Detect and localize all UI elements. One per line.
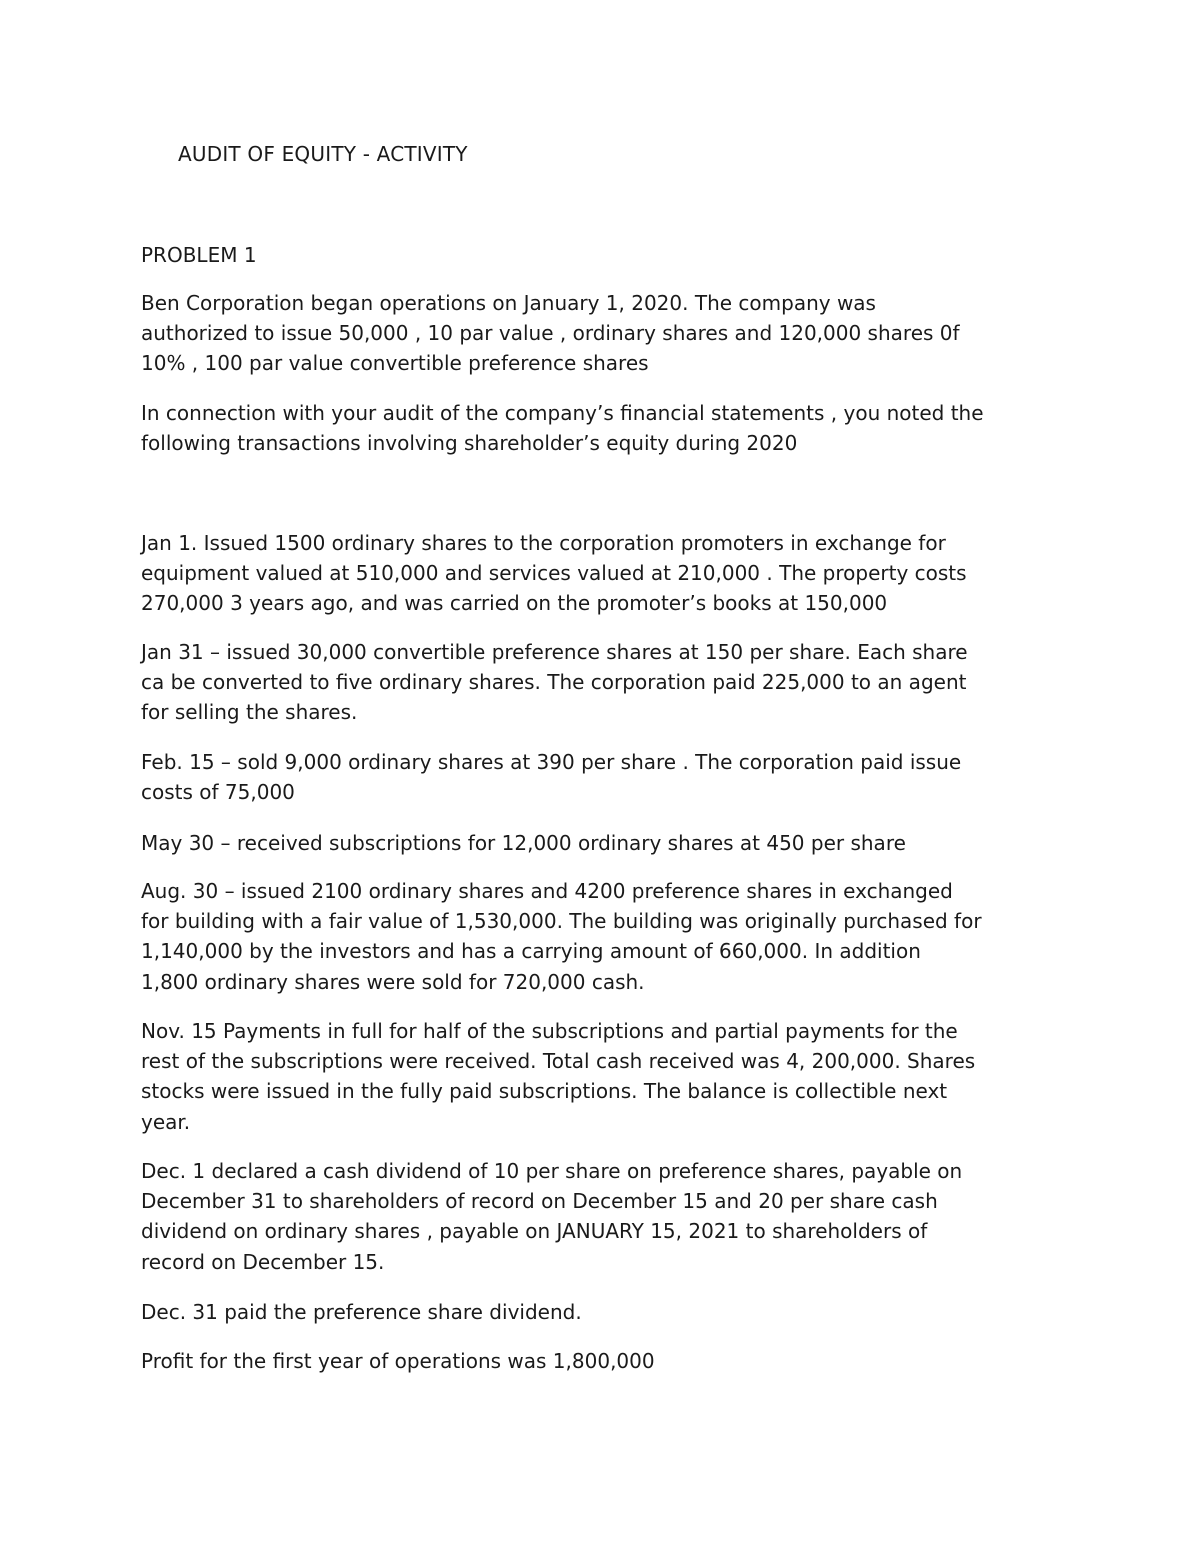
transaction-dec-31 [141, 1297, 1071, 1327]
text-line: Jan 31 – issued 30,000 convertible preference shares at 150 per share. Each share [141, 640, 968, 664]
text-line: In connection with your audit of the company’s financial statements , you noted the [141, 401, 984, 425]
text-line: for building with a fair value of 1,530,000. The building was originally purchased for [141, 909, 982, 934]
text-line: Jan 1. Issued 1500 ordinary shares to the corporation promoters in exchange for [141, 531, 946, 555]
text-line: authorized to issue 50,000 , 10 par value , ordinary shares and 120,000 shares 0f [141, 321, 960, 346]
intro-paragraph [141, 288, 1071, 379]
text-line: Feb. 15 – sold 9,000 ordinary shares at 390 per share . The corporation paid issue [141, 750, 962, 774]
text-line: December 31 to shareholders of record on December 15 and 20 per share cash [141, 1189, 938, 1214]
transaction-jan-31 [141, 637, 1071, 728]
transaction-may-30 [141, 828, 1071, 858]
transaction-feb-15 [141, 747, 1071, 807]
text-line: May 30 – received subscriptions for 12,000 ordinary shares at 450 per share [141, 831, 906, 855]
text-line: year. [141, 1109, 191, 1134]
text-line: Dec. 1 declared a cash dividend of 10 per share on preference shares, payable on [141, 1159, 963, 1183]
document-title: AUDIT OF EQUITY - ACTIVITY [178, 142, 468, 166]
text-line: Dec. 31 paid the preference share dividend. [141, 1300, 582, 1324]
text-line: equipment valued at 510,000 and services valued at 210,000 . The property costs [141, 561, 967, 586]
text-line: 10% , 100 par value convertible preference shares [141, 351, 649, 376]
transaction-nov-15 [141, 1016, 1071, 1137]
profit-statement [141, 1346, 1071, 1376]
text-line: stocks were issued in the fully paid subscriptions. The balance is collectible next [141, 1079, 948, 1104]
text-line: Aug. 30 – issued 2100 ordinary shares and 4200 preference shares in exchanged [141, 879, 953, 903]
text-line: rest of the subscriptions were received. Total cash received was 4, 200,000. Shares [141, 1049, 976, 1074]
problem-heading: PROBLEM 1 [141, 243, 257, 267]
text-line: record on December 15. [141, 1249, 385, 1274]
text-line: 270,000 3 years ago, and was carried on the promoter’s books at 150,000 [141, 591, 888, 616]
text-line: following transactions involving shareholder’s equity during 2020 [141, 431, 798, 456]
text-line: Profit for the first year of operations was 1,800,000 [141, 1349, 655, 1373]
text-line: for selling the shares. [141, 700, 358, 725]
text-line: ca be converted to five ordinary shares. The corporation paid 225,000 to an agent [141, 670, 967, 695]
text-line: 1,800 ordinary shares were sold for 720,000 cash. [141, 969, 645, 994]
text-line: dividend on ordinary shares , payable on JANUARY 15, 2021 to shareholders of [141, 1219, 928, 1244]
transaction-aug-30 [141, 876, 1071, 997]
transaction-dec-1 [141, 1156, 1071, 1277]
text-line: Ben Corporation began operations on January 1, 2020. The company was [141, 291, 876, 315]
text-line: 1,140,000 by the investors and has a carrying amount of 660,000. In addition [141, 939, 921, 964]
context-paragraph [141, 398, 1071, 458]
transaction-jan-1 [141, 528, 1071, 619]
text-line: Nov. 15 Payments in full for half of the subscriptions and partial payments for the [141, 1019, 958, 1043]
text-line: costs of 75,000 [141, 780, 295, 805]
